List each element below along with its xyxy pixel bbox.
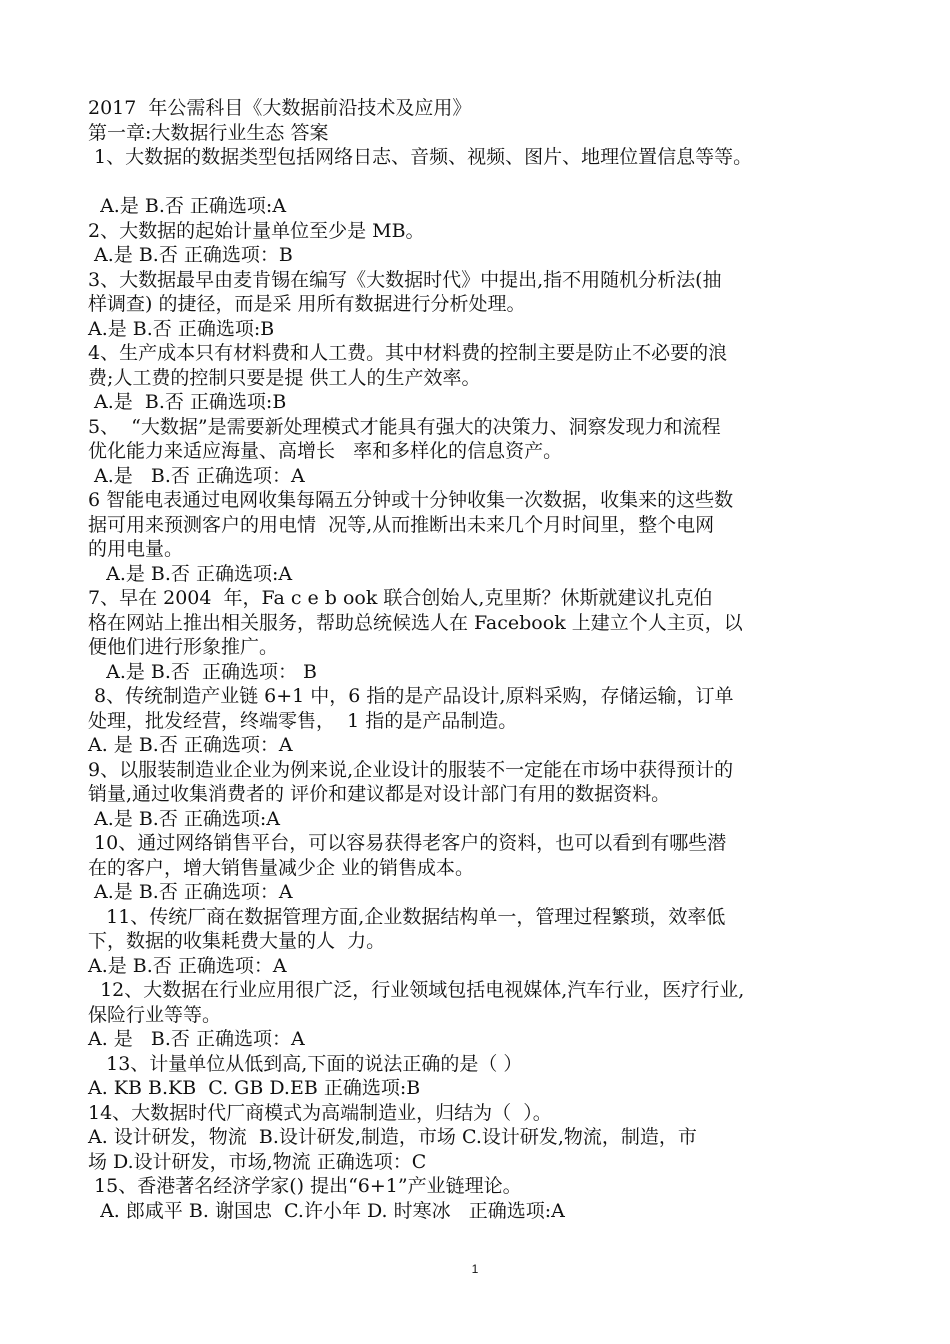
- text-line: A.是 B.否 正确选项：A: [88, 954, 287, 977]
- text-line: A.是 B.否 正确选项：B: [88, 244, 293, 266]
- text-line: 13、计量单位从低到高,下面的说法正确的是（ ）: [88, 1052, 523, 1075]
- text-line: 费;人工费的控制只要是提 供工人的生产效率。: [88, 366, 481, 389]
- text-line: 7、早在 2004 年，Fa c e b ook 联合创始人,克里斯？休斯就建议扎克伯: [88, 587, 713, 609]
- text-line: 15、香港著名经济学家() 提出“6+1”产业链理论。: [88, 1175, 522, 1197]
- text-line: 便他们进行形象推广。: [88, 636, 279, 658]
- text-line: A.是 B.否 正确选项:A: [88, 195, 287, 217]
- page-number: 1: [471, 1262, 479, 1276]
- text-line: 格在网站上推出相关服务，帮助总统候选人在 Facebook 上建立个人主页，以: [88, 611, 743, 634]
- text-line: 9、以服装制造业企业为例来说,企业设计的服装不一定能在市场中获得预计的: [88, 758, 734, 781]
- text-line: A. 设计研发，物流 B.设计研发,制造，市场 C.设计研发,物流，制造，市: [88, 1126, 697, 1148]
- text-line: A.是 B.否 正确选项：A: [88, 464, 305, 487]
- text-line: A.是 B.否 正确选项:A: [88, 807, 281, 830]
- text-line: A.是 B.否 正确选项： B: [88, 660, 318, 683]
- text-line: 下，数据的收集耗费大量的人 力。: [88, 930, 386, 952]
- text-line: A. KB B.KB C. GB D.EB 正确选项:B: [88, 1077, 421, 1099]
- text-line: 11、传统厂商在数据管理方面,企业数据结构单一，管理过程繁琐，效率低: [88, 905, 726, 928]
- text-line: A.是 B.否 正确选项:B: [88, 317, 275, 340]
- text-line: A.是 B.否 正确选项：A: [88, 881, 293, 903]
- text-line: 2、大数据的起始计量单位至少是 MB。: [88, 219, 425, 242]
- document-body: [88, 96, 888, 1223]
- text-line: 14、大数据时代厂商模式为高端制造业，归结为（ ）。: [88, 1101, 552, 1124]
- text-line: 场 D.设计研发，市场,物流 正确选项：C: [88, 1150, 427, 1173]
- text-line: 据可用来预测客户的用电情 况等,从而推断出未来几个月时间里，整个电网: [88, 513, 715, 536]
- text-line: 4、生产成本只有材料费和人工费。其中材料费的控制主要是防止不必要的浪: [88, 342, 728, 364]
- text-line: 优化能力来适应海量、高增长 率和多样化的信息资产。: [88, 440, 563, 462]
- text-line: 10、通过网络销售平台，可以容易获得老客户的资料，也可以看到有哪些潜: [88, 832, 727, 854]
- text-line: 的用电量。: [88, 538, 184, 560]
- question-list: [88, 145, 888, 1223]
- text-line: A. 郎咸平 B. 谢国忠 C.许小年 D. 时寒冰 正确选项:A: [88, 1199, 565, 1222]
- text-line: 处理，批发经营，终端零售， 1 指的是产品制造。: [88, 709, 518, 732]
- text-line: 6 智能电表通过电网收集每隔五分钟或十分钟收集一次数据，收集来的这些数: [88, 489, 734, 511]
- text-line: 保险行业等等。: [88, 1003, 222, 1026]
- text-line: 销量,通过收集消费者的 评价和建议都是对设计部门有用的数据资料。: [88, 783, 671, 805]
- text-line: 8、传统制造产业链 6+1 中，6 指的是产品设计,原料采购，存储运输，订单: [88, 685, 734, 707]
- text-line: 1、大数据的数据类型包括网络日志、音频、视频、图片、地理位置信息等等。: [88, 146, 753, 168]
- text-line: 5、 “大数据”是需要新处理模式才能具有强大的决策力、洞察发现力和流程: [88, 415, 721, 438]
- text-line: 12、大数据在行业应用很广泛，行业领域包括电视媒体,汽车行业，医疗行业,: [88, 979, 745, 1001]
- text-line: A.是 B.否 正确选项:A: [88, 562, 293, 585]
- text-line: 在的客户，增大销售量减少企 业的销售成本。: [88, 856, 475, 879]
- text-line: A. 是 B.否 正确选项：A: [88, 1028, 305, 1050]
- blank-line: [88, 170, 888, 195]
- text-line: A. 是 B.否 正确选项：A: [88, 734, 293, 756]
- text-line: A.是 B.否 正确选项:B: [88, 391, 287, 413]
- text-line: 样调查) 的捷径，而是采 用所有数据进行分析处理。: [88, 293, 526, 315]
- chapter-heading: 第一章:大数据行业生态 答案: [88, 121, 329, 144]
- document-title: 2017 年公需科目《大数据前沿技术及应用》: [88, 97, 472, 119]
- text-line: 3、大数据最早由麦肯锡在编写《大数据时代》中提出,指不用随机分析法(抽: [88, 268, 722, 291]
